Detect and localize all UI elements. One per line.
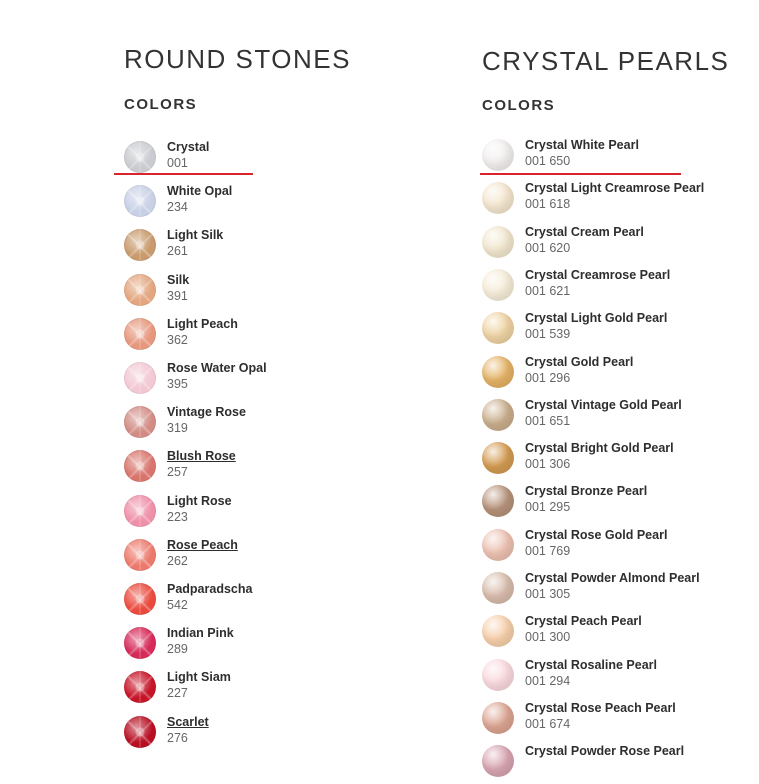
stone-swatch-icon <box>124 274 156 306</box>
stone-color-item[interactable] <box>124 184 424 224</box>
color-name: Crystal Cream Pearl <box>525 224 644 239</box>
stone-swatch-icon <box>124 583 156 615</box>
round-stones-title: ROUND STONES <box>124 44 351 74</box>
color-name: Crystal Light Gold Pearl <box>525 311 668 326</box>
pearl-color-item[interactable] <box>482 658 752 698</box>
color-name: Crystal Gold Pearl <box>525 354 634 369</box>
color-name: Crystal <box>167 140 210 154</box>
stone-color-item[interactable] <box>124 273 424 313</box>
color-name: Rose Peach <box>167 537 238 552</box>
color-code: 542 <box>167 598 188 612</box>
color-code: 001 621 <box>525 283 571 298</box>
pearl-swatch-icon <box>482 745 514 777</box>
color-name: Vintage Rose <box>167 405 246 420</box>
pearl-color-item[interactable] <box>482 441 752 481</box>
pearl-color-item[interactable] <box>482 268 752 308</box>
color-code: 262 <box>167 553 188 568</box>
color-name: Crystal White Pearl <box>525 138 639 152</box>
stone-color-item[interactable] <box>124 715 424 755</box>
stone-swatch-icon <box>124 229 156 261</box>
color-name: Light Silk <box>167 228 224 243</box>
color-code: 257 <box>167 465 188 480</box>
color-code: 001 620 <box>525 240 571 255</box>
color-name: White Opal <box>167 184 233 199</box>
color-code: 319 <box>167 421 188 436</box>
color-code: 001 305 <box>525 587 571 601</box>
stone-swatch-icon <box>124 141 156 173</box>
pearl-swatch-icon <box>482 659 514 691</box>
selection-divider-stones <box>114 173 253 175</box>
stone-color-item[interactable] <box>124 626 424 666</box>
stone-swatch-icon <box>124 495 156 527</box>
round-stones-colors-heading: COLORS <box>124 96 198 113</box>
color-code: 391 <box>167 288 188 303</box>
stone-color-item[interactable] <box>124 538 424 578</box>
color-code: 001 674 <box>525 716 571 731</box>
pearl-color-item[interactable] <box>482 744 752 784</box>
color-code: 001 650 <box>525 154 571 168</box>
pearl-swatch-icon <box>482 182 514 214</box>
color-code: 227 <box>167 686 188 701</box>
color-code: 001 306 <box>525 457 571 472</box>
stone-swatch-icon <box>124 362 156 394</box>
color-name: Light Siam <box>167 670 231 685</box>
color-code: 001 300 <box>525 630 571 645</box>
color-name: Silk <box>167 272 190 287</box>
pearl-swatch-icon <box>482 269 514 301</box>
color-code: 001 651 <box>525 413 571 428</box>
color-name: Crystal Bright Gold Pearl <box>525 441 674 456</box>
pearl-swatch-icon <box>482 442 514 474</box>
color-name: Crystal Rose Gold Pearl <box>525 527 668 542</box>
pearl-color-item[interactable] <box>482 484 752 524</box>
stone-swatch-icon <box>124 671 156 703</box>
stone-swatch-icon <box>124 450 156 482</box>
color-name: Blush Rose <box>167 449 236 464</box>
color-name: Crystal Bronze Pearl <box>525 484 648 499</box>
stone-color-item[interactable] <box>124 361 424 401</box>
crystal-pearls-title: CRYSTAL PEARLS <box>482 46 730 76</box>
stone-color-item[interactable] <box>124 582 424 622</box>
color-name: Crystal Rosaline Pearl <box>525 657 658 672</box>
pearl-color-item[interactable] <box>482 571 752 611</box>
pearl-color-item[interactable] <box>482 528 752 568</box>
color-name: Rose Water Opal <box>167 361 267 375</box>
pearl-swatch-icon <box>482 615 514 647</box>
pearl-swatch-icon <box>482 226 514 258</box>
stone-color-item[interactable] <box>124 494 424 534</box>
color-name: Crystal Creamrose Pearl <box>525 267 671 282</box>
color-name: Light Peach <box>167 316 238 331</box>
color-name: Crystal Light Creamrose Pearl <box>525 181 705 196</box>
stone-swatch-icon <box>124 539 156 571</box>
pearl-swatch-icon <box>482 312 514 344</box>
pearl-color-item[interactable] <box>482 355 752 395</box>
color-code: 001 <box>167 156 188 170</box>
pearl-color-item[interactable] <box>482 138 752 178</box>
color-code: 276 <box>167 730 188 745</box>
stone-color-item[interactable] <box>124 405 424 445</box>
selection-divider-pearls <box>480 173 681 175</box>
stone-swatch-icon <box>124 627 156 659</box>
crystal-pearls-colors-heading: COLORS <box>482 97 556 114</box>
color-code: 001 296 <box>525 370 571 385</box>
color-code: 001 295 <box>525 500 571 515</box>
pearl-swatch-icon <box>482 702 514 734</box>
pearl-color-item[interactable] <box>482 614 752 654</box>
pearl-swatch-icon <box>482 399 514 431</box>
color-name: Crystal Vintage Gold Pearl <box>525 397 682 412</box>
color-name: Light Rose <box>167 493 232 508</box>
stone-swatch-icon <box>124 716 156 748</box>
color-code: 362 <box>167 332 188 347</box>
color-name: Scarlet <box>167 714 209 729</box>
stone-color-item[interactable] <box>124 317 424 357</box>
pearl-color-item[interactable] <box>482 225 752 265</box>
color-name: Crystal Powder Rose Pearl <box>525 744 685 759</box>
color-code: 001 294 <box>525 673 571 688</box>
stone-color-item[interactable] <box>124 670 424 710</box>
color-name: Crystal Rose Peach Pearl <box>525 700 676 715</box>
stone-swatch-icon <box>124 406 156 438</box>
color-code: 289 <box>167 642 188 657</box>
pearl-color-item[interactable] <box>482 311 752 351</box>
pearl-swatch-icon <box>482 356 514 388</box>
pearl-swatch-icon <box>482 485 514 517</box>
color-code: 234 <box>167 200 188 215</box>
color-name: Crystal Peach Pearl <box>525 614 642 629</box>
color-code: 001 618 <box>525 197 571 212</box>
pearl-swatch-icon <box>482 529 514 561</box>
stone-swatch-icon <box>124 318 156 350</box>
pearl-color-item[interactable] <box>482 398 752 438</box>
pearl-swatch-icon <box>482 572 514 604</box>
stone-color-item[interactable] <box>124 228 424 268</box>
color-code: 001 769 <box>525 543 571 558</box>
color-code: 261 <box>167 244 188 259</box>
pearl-color-item[interactable] <box>482 181 752 221</box>
pearl-swatch-icon <box>482 139 514 171</box>
color-name: Crystal Powder Almond Pearl <box>525 571 700 585</box>
color-name: Padparadscha <box>167 582 253 596</box>
stone-swatch-icon <box>124 185 156 217</box>
color-name: Indian Pink <box>167 626 234 641</box>
color-code: 395 <box>167 377 188 391</box>
color-code: 223 <box>167 509 188 524</box>
stone-color-item[interactable] <box>124 449 424 489</box>
color-code: 001 539 <box>525 327 571 342</box>
pearl-color-item[interactable] <box>482 701 752 741</box>
